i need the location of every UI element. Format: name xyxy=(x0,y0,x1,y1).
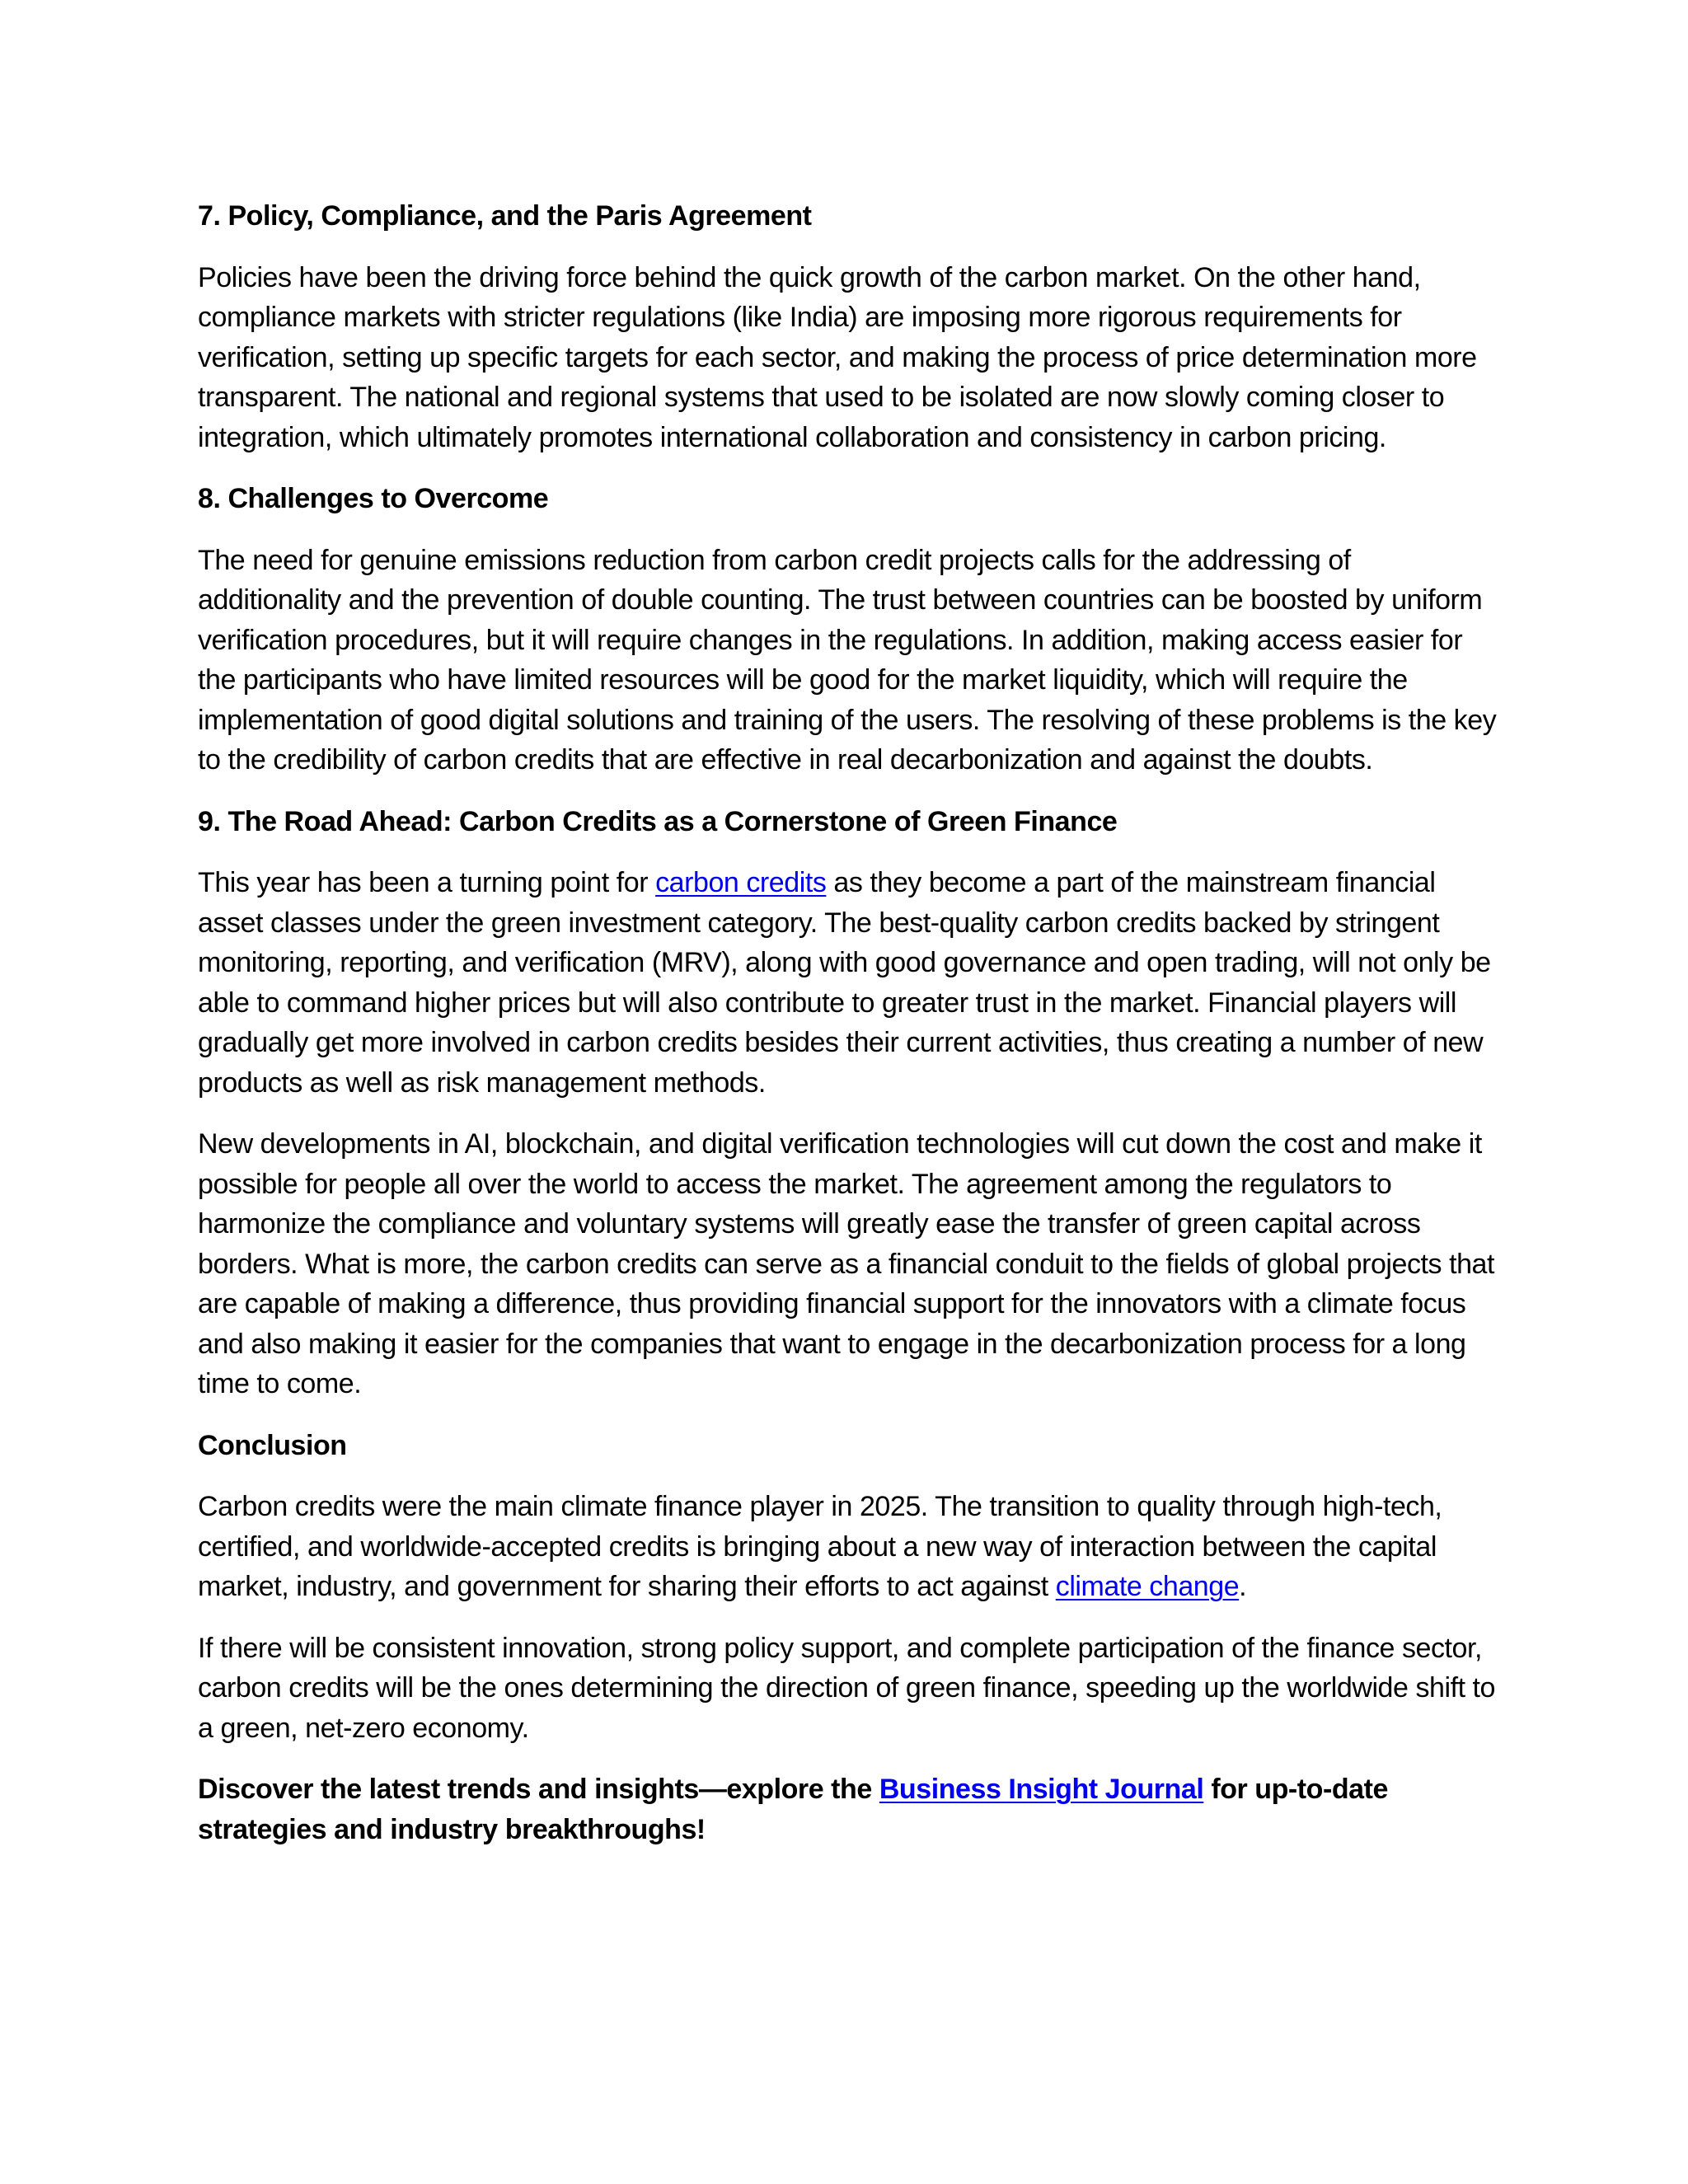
section-conclusion xyxy=(198,1426,1500,1749)
paragraph xyxy=(198,863,1500,1103)
cta-text: Discover the latest trends and insights—explore the xyxy=(198,1774,879,1805)
paragraph: If there will be consistent innovation, strong policy support, and complete participation of the finance sector, carbon credits will be the ones determining the direction of green finance, speeding up the worldwide shift to a green, net-zero economy. xyxy=(198,1632,1496,1744)
section-challenges xyxy=(198,479,1500,780)
document-page xyxy=(198,196,1500,1871)
call-to-action xyxy=(198,1769,1500,1849)
climate-change-link[interactable]: climate change xyxy=(1055,1571,1240,1602)
section-heading: 7. Policy, Compliance, and the Paris Agreement xyxy=(198,200,812,232)
section-heading: 9. The Road Ahead: Carbon Credits as a Cornerstone of Green Finance xyxy=(198,805,1118,837)
paragraph: New developments in AI, blockchain, and digital verification technologies will cut down the cost and make it possible for people all over the world to access the market. The agreement among the regulators to harmonize the compliance and voluntary systems will greatly ease the transfer of green capital across borders. What is more, the carbon credits can serve as a financial conduit to the fields of global projects that are capable of making a difference, thus providing financial support for the innovators with a climate focus and also making it easier for the companies that want to engage in the decarbonization process for a long time to come. xyxy=(198,1128,1495,1399)
paragraph-text: This year has been a turning point for xyxy=(198,867,656,898)
section-policy-compliance xyxy=(198,196,1500,457)
section-heading: 8. Challenges to Overcome xyxy=(198,483,549,514)
paragraph-text: . xyxy=(1239,1571,1247,1602)
paragraph: Policies have been the driving force behind the quick growth of the carbon market. On the other hand, compliance markets with stricter regulations (like India) are imposing more rigorous requirements for verification, setting up specific targets for each sector, and making the process of price determination more transparent. The national and regional systems that used to be isolated are now slowly coming closer to integration, which ultimately promotes international collaboration and consistency in carbon pricing. xyxy=(198,261,1477,453)
section-heading: Conclusion xyxy=(198,1429,347,1461)
cta-text: for up-to-date strategies and industry breakthroughs! xyxy=(198,1774,1388,1845)
paragraph-text: as they become a part of the mainstream financial asset classes under the green investment category. The best-quality carbon credits backed by stringent monitoring, reporting, and verification (MRV), along with good governance and open trading, will not only be able to command higher prices but will also contribute to greater trust in the market. Financial players will gradually get more involved in carbon credits besides their current activities, thus creating a number of new products as well as risk management methods. xyxy=(198,867,1491,1099)
section-road-ahead xyxy=(198,802,1500,1404)
paragraph xyxy=(198,1487,1500,1607)
paragraph-text: Carbon credits were the main climate finance player in 2025. The transition to quality through high-tech, certified, and worldwide-accepted credits is bringing about a new way of interaction between the capital market, industry, and government for sharing their efforts to act against xyxy=(198,1491,1442,1602)
business-insight-journal-link[interactable]: Business Insight Journal xyxy=(879,1774,1204,1805)
carbon-credits-link[interactable]: carbon credits xyxy=(655,867,827,898)
paragraph: The need for genuine emissions reduction from carbon credit projects calls for the addressing of additionality and the prevention of double counting. The trust between countries can be boosted by uniform verification procedures, but it will require changes in the regulations. In addition, making access easier for the participants who have limited resources will be good for the market liquidity, which will require the implementation of good digital solutions and training of the users. The resolving of these problems is the key to the credibility of carbon credits that are effective in real decarbonization and against the doubts. xyxy=(198,544,1497,776)
